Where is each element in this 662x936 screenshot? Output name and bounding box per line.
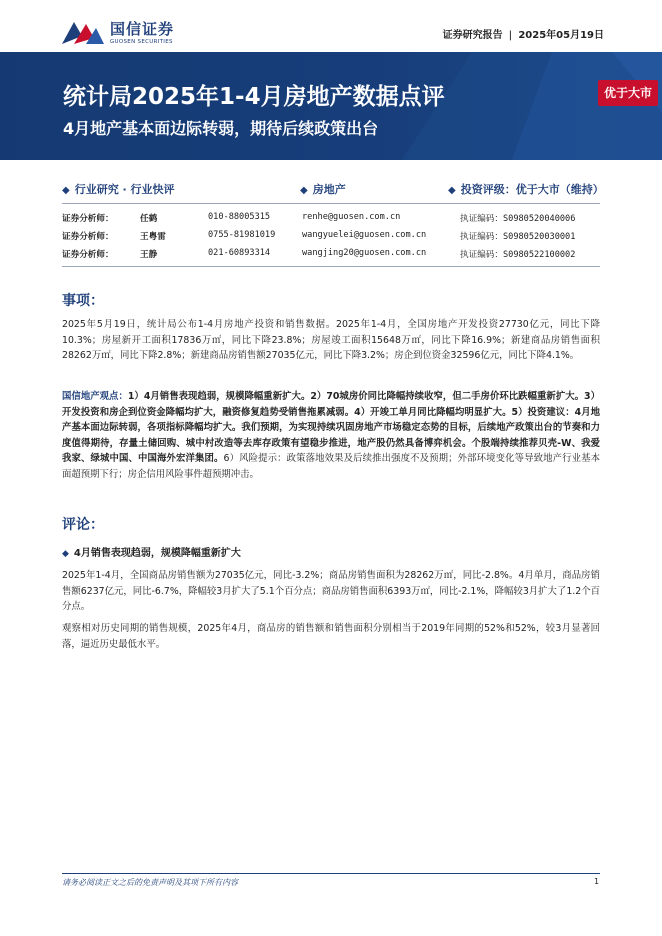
- comment-paragraph-2: 观察相对历史同期的销售规模，2025年4月，商品房的销售额和销售面积分别相当于2019年同期的52%和52%，较3月显著回落，逼近历史最低水平。: [62, 623, 600, 650]
- title-banner: [0, 52, 662, 160]
- page-number: 1: [594, 877, 600, 886]
- rating-tag: 优于大市: [598, 80, 658, 106]
- analyst-role: 证券分析师：: [62, 250, 114, 260]
- analyst-cert: 执证编码：S0980520040006: [460, 214, 576, 224]
- logo-en: GUOSEN SECURITIES: [110, 39, 173, 45]
- logo-cn: 国信证券: [110, 20, 175, 38]
- analyst-email: wangjing20@guosen.com.cn: [302, 248, 427, 258]
- comment-bullet: [62, 544, 241, 559]
- analyst-table: [62, 210, 600, 264]
- disclaimer: 请务必阅读正文之后的免责声明及其项下所有内容: [62, 878, 238, 887]
- analyst-name: 王粤雷: [140, 232, 166, 242]
- report-title: 统计局2025年1-4月房地产数据点评: [63, 84, 445, 110]
- analyst-cert: 执证编码：S0980520030001: [460, 232, 576, 242]
- rating-label: 投资评级：优于大市（维持）: [460, 183, 604, 196]
- comment-paragraph-1: 2025年1-4月，全国商品房销售额为27035亿元，同比-3.2%；商品房销售面积为28262万㎡，同比-2.8%。4月单月，商品房销售额6237亿元，同比-6.7%，降幅较3月扩大了5.1个百分点；商品房销售面积6393万㎡，同比-2.1%，降幅较3月扩大了1.2个百分点。: [62, 570, 600, 612]
- bullet-text: 4月销售表现趋弱，规模降幅重新扩大: [73, 548, 241, 559]
- meta-separator: |: [508, 30, 513, 41]
- diamond-icon: ◆: [62, 185, 70, 196]
- divider: [62, 203, 600, 204]
- report-date: 2025年05月19日: [518, 30, 604, 41]
- sector-category: [300, 181, 346, 197]
- diamond-icon: ◆: [62, 549, 69, 559]
- events-heading: 事项：: [62, 293, 104, 309]
- rating-category: [448, 181, 604, 197]
- industry-category: [62, 181, 175, 197]
- risk-warning: 6）风险提示：政策落地效果及后续推出强度不及预期；外部环境变化等导致地产行业基本面超预期下行；房企信用风险事件超预期冲击。: [62, 453, 600, 480]
- analyst-name: 任鹤: [140, 214, 158, 224]
- diamond-icon: ◆: [300, 185, 308, 196]
- analyst-phone: 021-60893314: [208, 248, 271, 258]
- view-summary: 1）4月销售表现趋弱，规模降幅重新扩大。2）70城房价同比降幅持续收窄，但二手房价环比跌幅重新扩大。3）开发投资和房企到位资金降幅均扩大，融资修复趋势受销售拖累减弱。4）开竣工单月同比降幅均明显扩大。5）投资建议：4月地产基本面边际转弱，各项指标降幅均扩大。我们预期，为实现持续巩固房地产市场稳定态势的目标，后续地产政策出台的节奏和力度值得期待，存量土储回购、城中村改造等去库存政策有望稳步推进，地产股仍然具备博弈机会。个股端持续推荐贝壳-W、我爱我家、绿城中国、中国海外宏洋集团。: [62, 391, 600, 464]
- analyst-row: [62, 210, 600, 228]
- events-paragraph: 2025年5月19日，统计局公布1-4月房地产投资和销售数据。2025年1-4月，全国房地产开发投资27730亿元，同比下降10.3%；房屋新开工面积17836万㎡，同比下降23.8%；房屋竣工面积15648万㎡，同比下降16.9%；新建商品房销售面积28262万㎡，同比下降2.8%；新建商品房销售额27035亿元，同比下降3.2%；房企到位资金32596亿元，同比下降4.1%。: [62, 319, 600, 361]
- analyst-cert: 执证编码：S0980522100002: [460, 250, 576, 260]
- company-logo: [60, 16, 190, 50]
- analyst-row: [62, 246, 600, 264]
- view-paragraph: [62, 389, 600, 482]
- divider: [62, 266, 600, 267]
- comments-heading: 评论：: [62, 517, 104, 533]
- report-subtitle: 4月地产基本面边际转弱，期待后续政策出台: [63, 119, 379, 138]
- diamond-icon: ◆: [448, 185, 456, 196]
- analyst-email: renhe@guosen.com.cn: [302, 212, 401, 222]
- analyst-role: 证券分析师：: [62, 232, 114, 242]
- footer-divider: [62, 873, 600, 874]
- report-type: 证券研究报告: [442, 30, 503, 41]
- sector-label: 房地产: [312, 183, 346, 196]
- analyst-row: [62, 228, 600, 246]
- analyst-phone: 010-88005315: [208, 212, 271, 222]
- analyst-name: 王静: [140, 250, 158, 260]
- analyst-email: wangyuelei@guosen.com.cn: [302, 230, 427, 240]
- report-meta: [443, 26, 604, 41]
- analyst-phone: 0755-81981019: [208, 230, 276, 240]
- view-label: 国信地产观点：: [62, 391, 128, 402]
- industry-label: 行业研究 · 行业快评: [74, 183, 175, 196]
- analyst-role: 证券分析师：: [62, 214, 114, 224]
- guosen-logo-icon: [60, 18, 106, 48]
